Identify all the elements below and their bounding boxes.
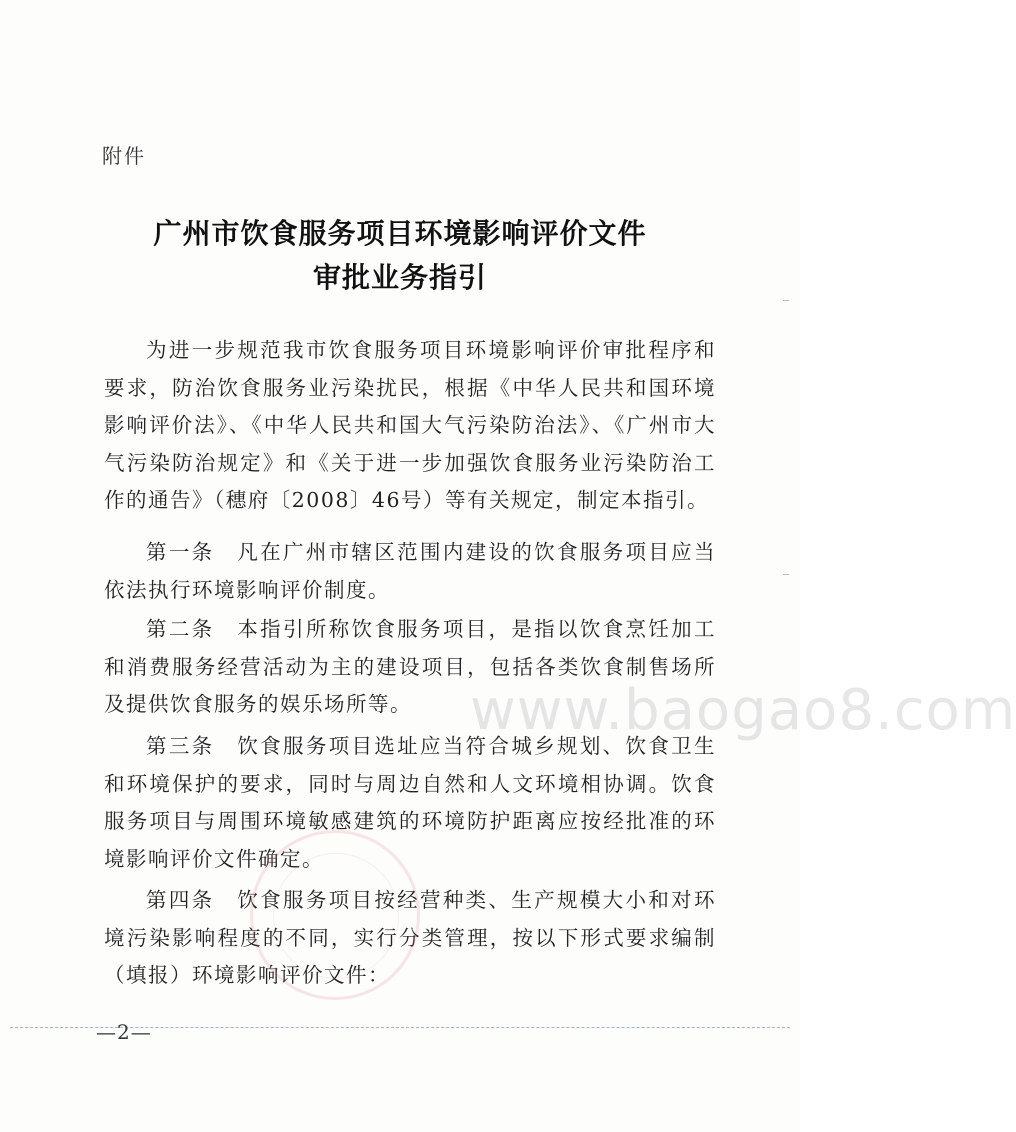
paragraph-article-3: 第三条 饮食服务项目选址应当符合城乡规划、饮食卫生和环境保护的要求，同时与周边自然和人文环境相协调。饮食服务项目与周围环境敏感建筑的环境防护距离应按经批准的环境影响评价文件确定。 xyxy=(104,734,716,871)
document-title-line-2: 审批业务指引 xyxy=(312,261,487,294)
faded-seal-stamp xyxy=(250,830,420,1000)
attachment-label: 附件 xyxy=(102,144,146,168)
document-title-line-1: 广州市饮食服务项目环境影响评价文件 xyxy=(153,217,647,250)
scan-edge-mark xyxy=(783,574,789,575)
faded-seal-inner-ring xyxy=(273,853,399,979)
scan-edge-mark xyxy=(783,300,789,301)
page-number: —2— xyxy=(96,1020,152,1044)
paragraph-article-4: 第四条 饮食服务项目按经营种类、生产规模大小和对环境污染影响程度的不同，实行分类管理，按以下形式要求编制（填报）环境影响评价文件： xyxy=(104,888,716,987)
watermark: www.baogao8.com xyxy=(470,678,1016,743)
paragraph-article-1: 第一条 凡在广州市辖区范围内建设的饮食服务项目应当依法执行环境影响评价制度。 xyxy=(104,540,716,602)
paragraph-article-2: 第二条 本指引所称饮食服务项目，是指以饮食烹饪加工和消费服务经营活动为主的建设项目，包括各类饮食制售场所及提供饮食服务的娱乐场所等。 xyxy=(104,617,716,716)
paragraph-preamble: 为进一步规范我市饮食服务项目环境影响评价审批程序和要求，防治饮食服务业污染扰民，根据《中华人民共和国环境影响评价法》、《中华人民共和国大气污染防治法》、《广州市大气污染防治规定》和《关于进一步加强饮食服务业污染防治工作的通告》（穗府〔2008〕46号）等有关规定，制定本指引。 xyxy=(104,338,716,512)
